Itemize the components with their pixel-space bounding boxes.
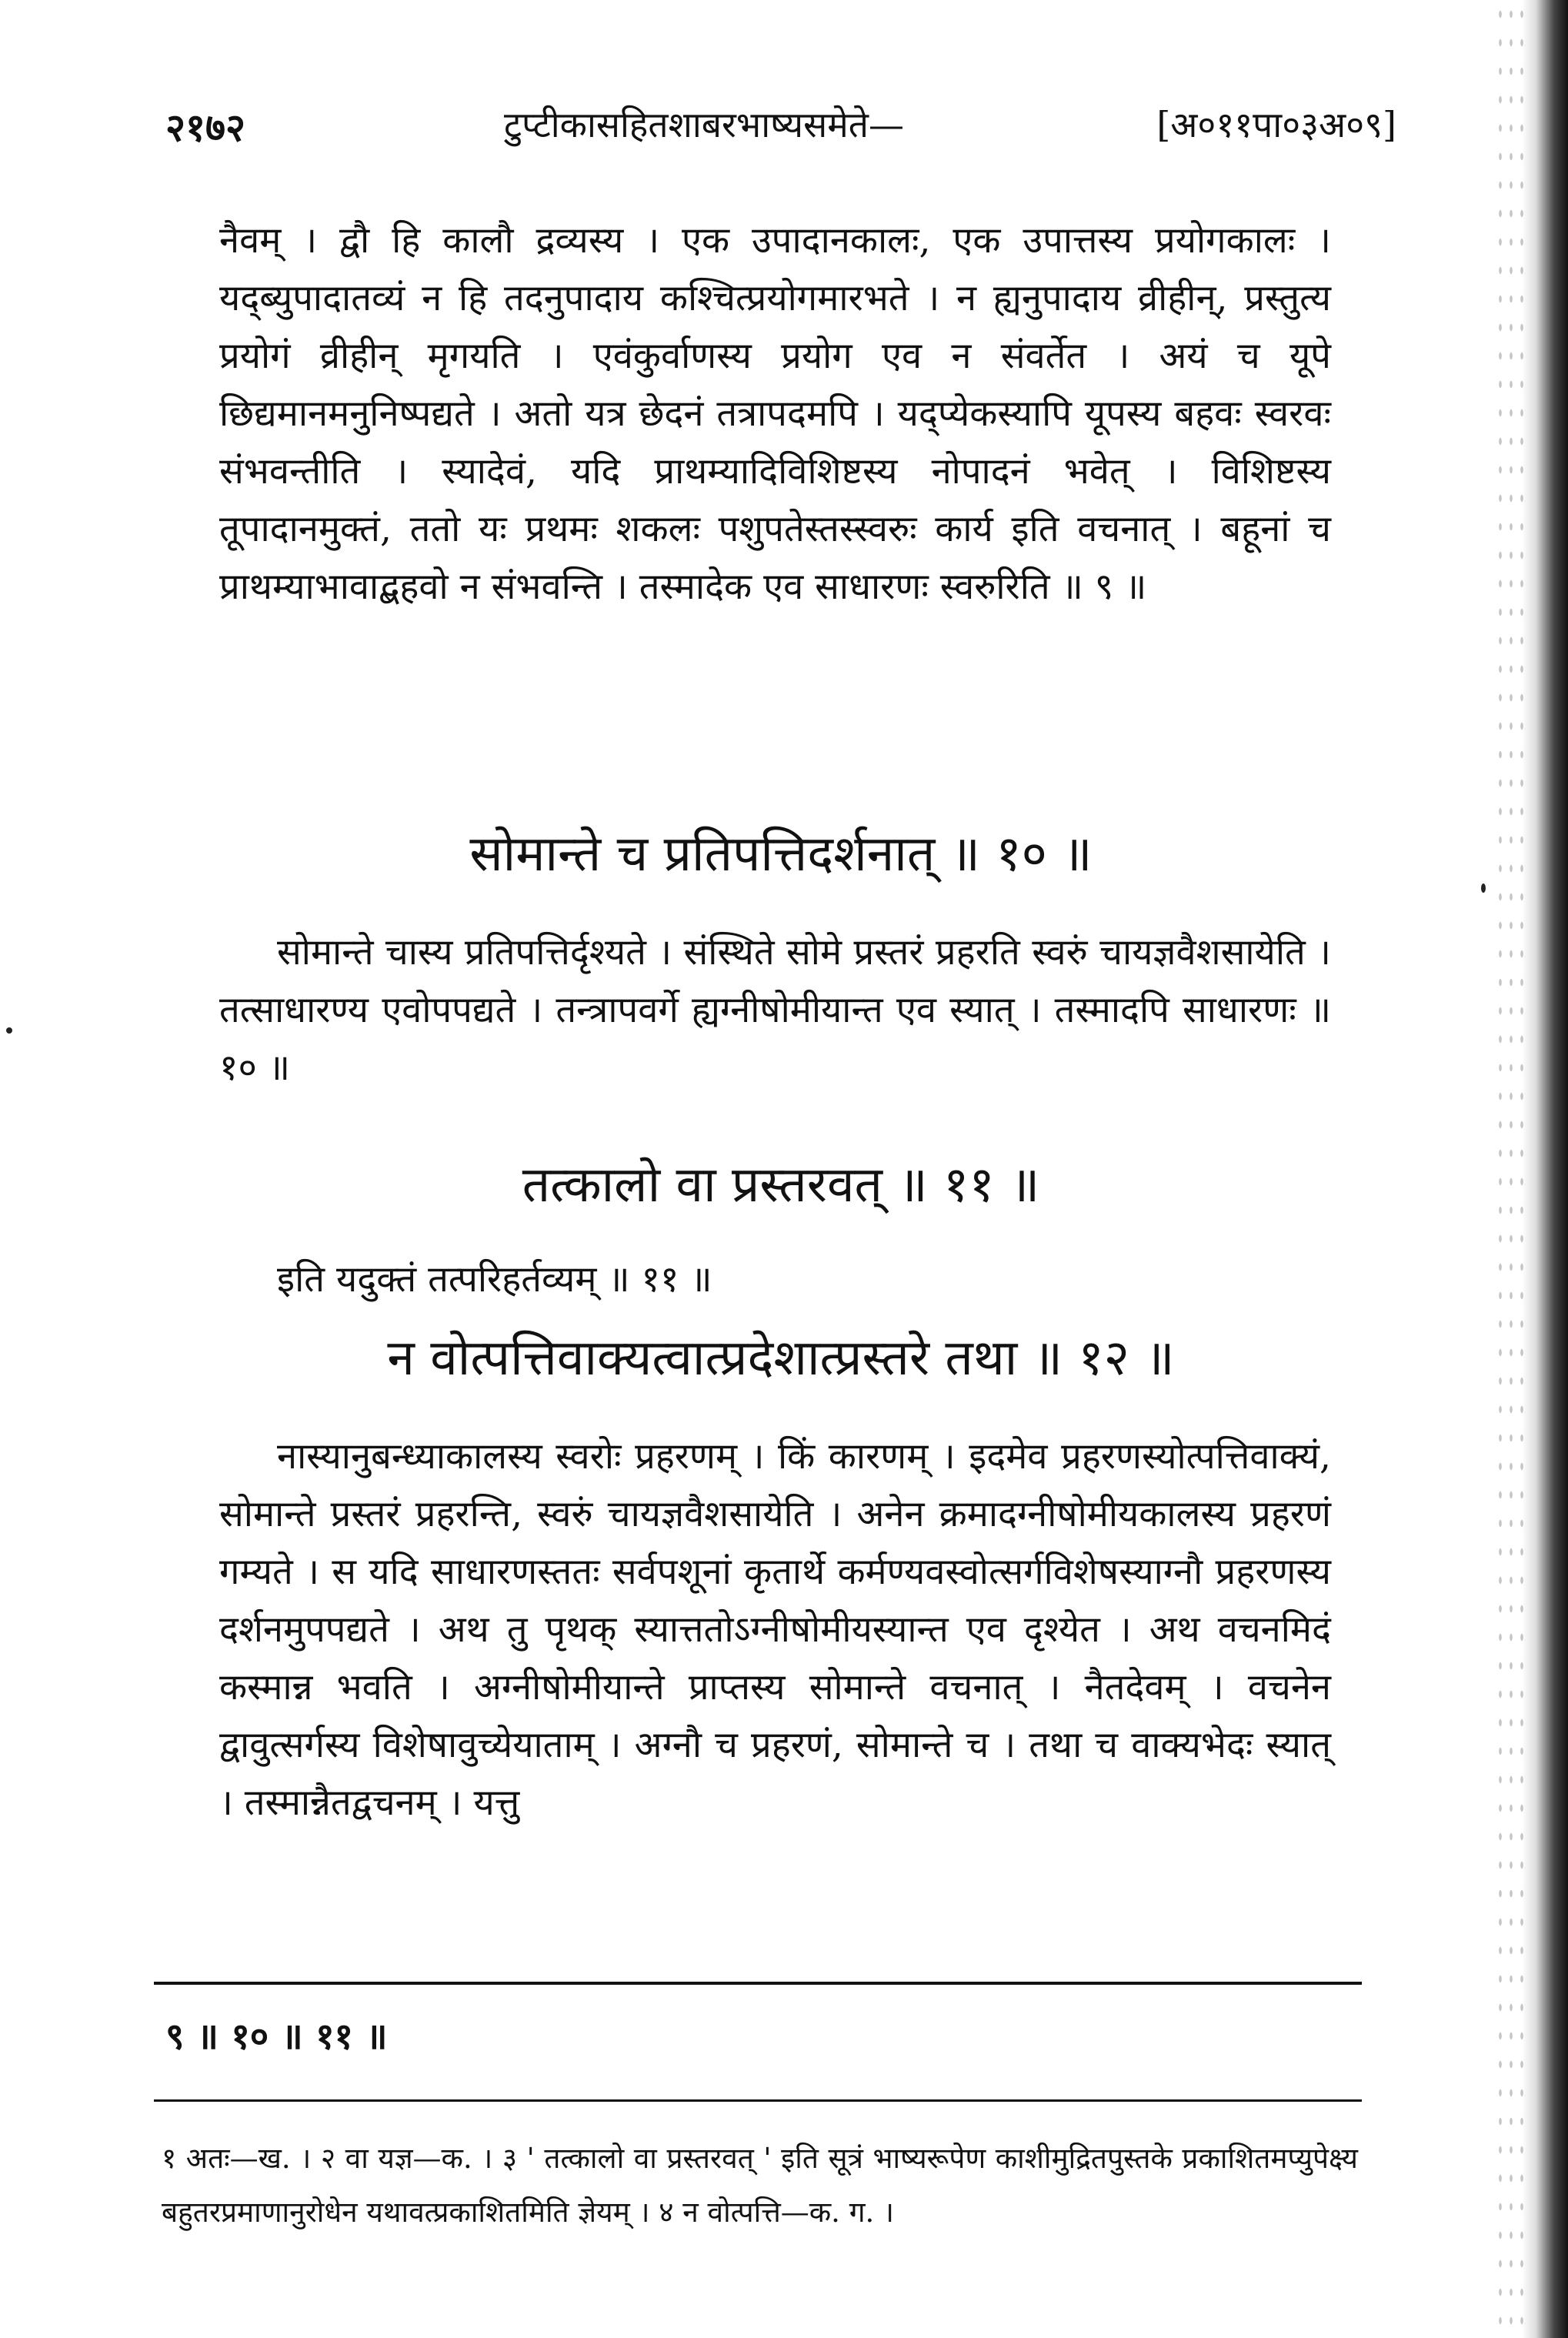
- chapter-reference: [अ०११पा०३अ०९]: [1156, 104, 1396, 145]
- sutra-heading: न वोत्पत्तिवाक्यत्वात्प्रदेशात्प्रस्तरे तथा ॥ १२ ॥: [387, 1330, 1175, 1387]
- stray-mark: [6, 1027, 12, 1034]
- footnotes: १ अतः—ख. । २ वा यज्ञ—क. । ३ ' तत्कालो वा प्रस्तरवत् ' इति सूत्रं भाष्यरूपेण काशीमुद्रितपुस्तके प्रकाशितमप्युपेक्ष्य बहुतरप्रमाणानुरोधेन यथावत्प्रकाशितमिति ज्ञेयम् । ४ न वोत्पत्ति—क. ग. ।: [162, 2142, 1358, 2229]
- binding-edge: [1522, 0, 1568, 2338]
- sutra-number-line: ९ ॥ १० ॥ ११ ॥: [165, 2016, 388, 2058]
- commentary-paragraph: नास्यानुबन्ध्याकालस्य स्वरोः प्रहरणम् । किं कारणम् । इदमेव प्रहरणस्योत्पत्तिवाक्यं, सोमान्ते प्रस्तरं प्रहरन्ति, स्वरुं चायज्ञवैशसायेति । अनेन क्रमादग्नीषोमीयकालस्य प्रहरणं गम्यते । स यदि साधारणस्ततः सर्वपशूनां कृतार्थे कर्मण्यवस्वोत्सर्गविशेषस्याग्नौ प्रहरणस्य दर्शनमुपपद्यते । अथ तु पृथक् स्यात्ततोऽग्नीषोमीयस्यान्त एव दृश्येत । अथ वचनमिदं कस्मान्न भवति । अग्नीषोमीयान्ते प्राप्तस्य सोमान्ते वचनात् । नैतदेवम् । वचनेन द्वावुत्सर्गस्य विशेषावुच्येयाताम् । अग्नौ च प्रहरणं, सोमान्ते च । तथा च वाक्यभेदः स्यात् । तस्मान्नैतद्वचनम् । यत्तु: [219, 1435, 1331, 1824]
- commentary-paragraph: इति यदुक्तं तत्परिहर्तव्यम् ॥ ११ ॥: [277, 1258, 712, 1301]
- commentary-paragraph: सोमान्ते चास्य प्रतिपत्तिर्दृश्यते । संस्थिते सोमे प्रस्तरं प्रहरति स्वरुं चायज्ञवैशसायेति । तत्साधारण्य एवोपपद्यते । तन्त्रापवर्गे ह्यग्नीषोमीयान्त एव स्यात् । तस्मादपि साधारणः ॥ १० ॥: [219, 931, 1331, 1089]
- footnote-divider: [154, 2099, 1362, 2102]
- commentary-block-3: [277, 1251, 1331, 1308]
- sutra-heading: तत्कालो वा प्रस्तरवत् ॥ ११ ॥: [522, 1157, 1040, 1214]
- footnote-divider: [154, 1982, 1362, 1985]
- commentary-paragraph: नैवम् । द्वौ हि कालौ द्रव्यस्य । एक उपादानकालः, एक उपात्तस्य प्रयोगकालः । यद्ब्युपादातव्यं न हि तदनुपादाय कश्चित्प्रयोगमारभते । न ह्यनुपादाय व्रीहीन्, प्रस्तुत्य प्रयोगं व्रीहीन् मृगयति । एवंकुर्वाणस्य प्रयोग एव न संवर्तेत । अयं च यूपे छिद्यमानमनुनिष्पद्यते । अतो यत्र छेदनं तत्रापदमपि । यद्प्येकस्यापि यूपस्य बहवः स्वरवः संभवन्तीति । स्यादेवं, यदि प्राथम्यादिविशिष्टस्य नोपादनं भवेत् । विशिष्टस्य तूपादानमुक्तं, ततो यः प्रथमः शकलः पशुपतेस्तस्स्वरुः कार्य इति वचनात् । बहूनां च प्राथम्याभावाद्बहवो न संभवन्ति । तस्मादेक एव साधारणः स्वरुरिति ॥ ९ ॥: [219, 219, 1331, 608]
- commentary-block-4: [219, 1428, 1331, 1832]
- scan-noise: [1495, 0, 1526, 2338]
- commentary-block-2: [219, 924, 1331, 1097]
- stray-mark: [1481, 883, 1486, 893]
- commentary-block-1: [219, 212, 1331, 616]
- sutra-heading: सोमान्ते च प्रतिपत्तिदर्शनात् ॥ १० ॥: [469, 826, 1093, 883]
- running-title: टुप्टीकासहितशाबरभाष्यसमेते—: [504, 104, 904, 145]
- page-header: [165, 100, 1396, 154]
- page-number: २१७२: [165, 105, 245, 150]
